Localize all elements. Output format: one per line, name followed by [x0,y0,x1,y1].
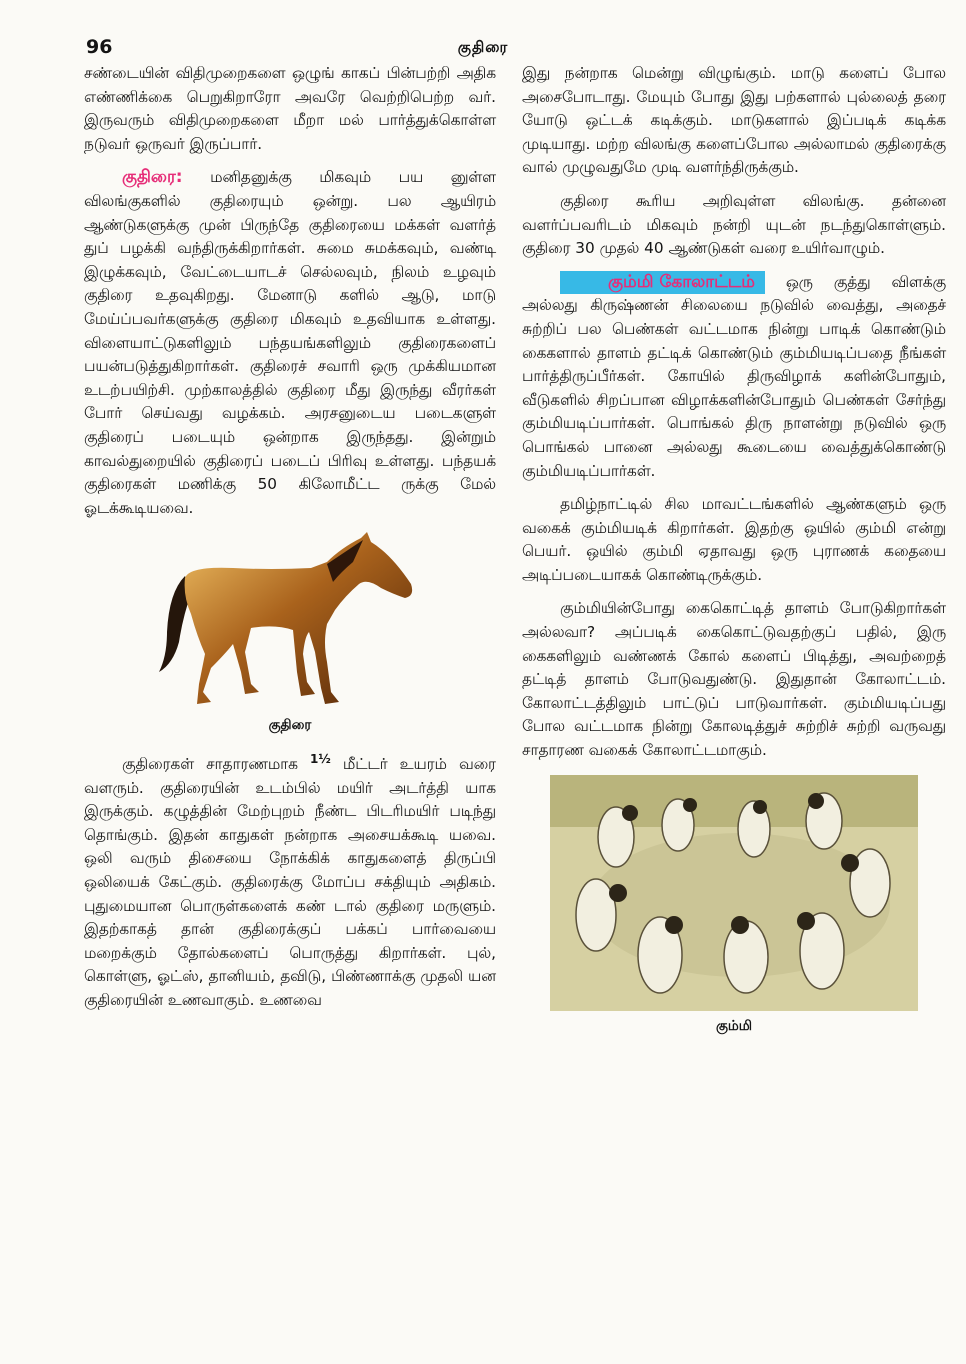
paragraph-kolattam: கும்மியின்போது கைகொட்டித் தாளம் போடுகிறார்கள் அல்லவா? அப்படிக் கைகொட்டுவதற்குப் பதில், இரு கைகளிலும் வண்ணக் கோல் களைப் பிடித்து, அவற்றைத் தட்டித் தாளம் போடுவதுண்டு. இதுதான் கோலாட்டம். கோலாட்டத்திலும் பாட்டுப் பாடுவார்கள். கும்மியடிப்பது போல வட்டமாக நின்று கோலடித்துச் சுற்றிச் சுற்றி வருவது சாதாரண வகைக் கோலாட்டமாகும். [522,599,946,760]
page-number: 96 [86,36,113,58]
paragraph-horse-body [84,748,496,1013]
paragraph-horse-eating: இது நன்றாக மென்று விழுங்கும். மாடு களைப் போல அசைபோடாது. மேயும் போது இது பற்களால் புல்லைத் தரை யோடு ஒட்டக் கடிக்கும். மாடுகளால் இப்படிக் கடிக்க முடியாது. மற்ற விலங்கு களைப்போல அல்லாமல் குதிரைக்கு வால் முழுவதுமே முடி வளர்ந்திருக்கும். [522,64,946,177]
horse-caption: குதிரை [268,717,312,734]
paragraph-horse-intelligence: குதிரை கூரிய அறிவுள்ள விலங்கு. தன்னை வளர்ப்பவரிடம் மிகவும் நன்றி யுடன் நடந்துகொள்ளும். குதிரை 30 முதல் 40 ஆண்டுகள் வரை உயிர்வாழும். [522,191,946,258]
kummi-image [550,775,918,1011]
kummi-caption: கும்மி [715,1017,753,1034]
horse-body-start: குதிரைகள் சாதாரணமாக [122,754,298,773]
right-column [522,62,946,1048]
kummi-intro-text: ஒரு குத்து விளக்கு அல்லது கிருஷ்ணன் சிலையை நடுவில் வைத்து, அதைச் சுற்றிப் பல பெண்கள் வட்டமாக நின்று பாடிக் கொண்டும் கைகளால் தாளம் தட்டிக் கொண்டும் கும்மியடிப்பதை நீங்கள் பார்த்திருப்பீர்கள். கோயில் திருவிழாக் களின்போதும், வீடுகளில் சிறப்பான விழாக்களின்போதும் பெண்கள் சேர்ந்து கும்மியடிப்பார்கள். பொங்கல் திரு நாளன்று நடுவில் ஒரு பொங்கல் பானை அல்லது கூடையை வைத்துக்கொண்டு கும்மியடிப்பார்கள். [522,272,946,480]
paragraph-oyil-kummi: தமிழ்நாட்டில் சில மாவட்டங்களில் ஆண்களும் ஒரு வகைக் கும்மியடிக் கிறார்கள். இதற்கு ஒயில் கும்மி என்று பெயர். ஒயில் கும்மி ஏதாவது ஒரு புராணக் கதையை அடிப்படையாகக் கொண்டிருக்கும். [522,495,946,584]
paragraph-kummi-intro [522,271,946,483]
horse-image [155,532,425,710]
kummi-figure [522,775,946,1039]
horse-body-rest: மீட்டர் உயரம் வரை வளரும். குதிரையின் உடம்பில் மயிர் அடர்த்தி யாக இருக்கும். கழுத்தின் மேற்புறம் நீண்ட பிடரிமயிர் படிந்து தொங்கும். இதன் காதுகள் நன்றாக அசையக்கூடி யவை. ஒலி வரும் திசையை நோக்கிக் காதுகளைத் திருப்பி ஒலியைக் கேட்கும். குதிரைக்கு மோப்ப சக்தியும் அதிகம். புதுமையான பொருள்களைக் கண் டால் குதிரை மருளும். இதற்காகத் தான் குதிரைக்குப் பக்கப் பார்வையை மறைக்கும் தோல்களைப் பொருத்து கிறார்கள். புல், கொள்ளு, ஓட்ஸ், தானியம், தவிடு, பிண்ணாக்கு முதலி யன குதிரையின் உணவாகும். உணவை [84,754,496,1009]
horse-heading: குதிரை: [122,167,183,188]
left-column [84,62,496,1023]
paragraph-fight-rules: சண்டையின் விதிமுறைகளை ஒழுங் காகப் பின்பற்றி அதிக எண்ணிக்கை பெறுகிறாரோ அவரே வெற்றிபெற்ற வர். இருவரும் விதிமுறைகளை மீறா மல் பார்த்துக்கொள்ள நடுவர் ஒருவர் இருப்பார். [84,64,496,153]
paragraph-horse-intro [84,166,496,520]
kummi-heading: கும்மி கோலாட்டம் [560,271,765,295]
horse-figure [84,532,496,738]
horse-intro-text: மனிதனுக்கு மிகவும் பய னுள்ள விலங்குகளில் குதிரையும் ஒன்று. பல ஆயிரம் ஆண்டுகளுக்கு முன் பிருந்தே குதிரையை மக்கள் வளர்த் துப் பழக்கி வந்திருக்கிறார்கள். சுமை சுமக்கவும், வண்டி இழுக்கவும், வேட்டையாடச் செல்லவும், நிலம் உழவும் குதிரை உதவுகிறது. மேனாடு களில் ஆடு, மாடு மேய்ப்பவர்களுக்கு குதிரை மிகவும் உதவியாக உள்ளது. விளையாட்டுகளிலும் பந்தயங்களிலும் குதிரைகளைப் பயன்படுத்துகிறார்கள். குதிரைச் சவாரி ஒரு முக்கியமான உடற்பயிற்சி. முற்காலத்தில் குதிரை மீது இருந்து வீரர்கள் போர் செய்வது வழக்கம். அரசனுடைய படைகளுள் குதிரைப் படையும் ஒன்றாக இருந்தது. இன்றும் காவல்துறையில் குதிரைப் படைப் பிரிவு உள்ளது. பந்தயக் குதிரைகள் மணிக்கு 50 கிலோமீட்ட ருக்கு மேல் ஓடக்கூடியவை. [84,168,496,517]
running-head: குதிரை [457,38,509,56]
height-fraction: 1½ [310,751,331,766]
